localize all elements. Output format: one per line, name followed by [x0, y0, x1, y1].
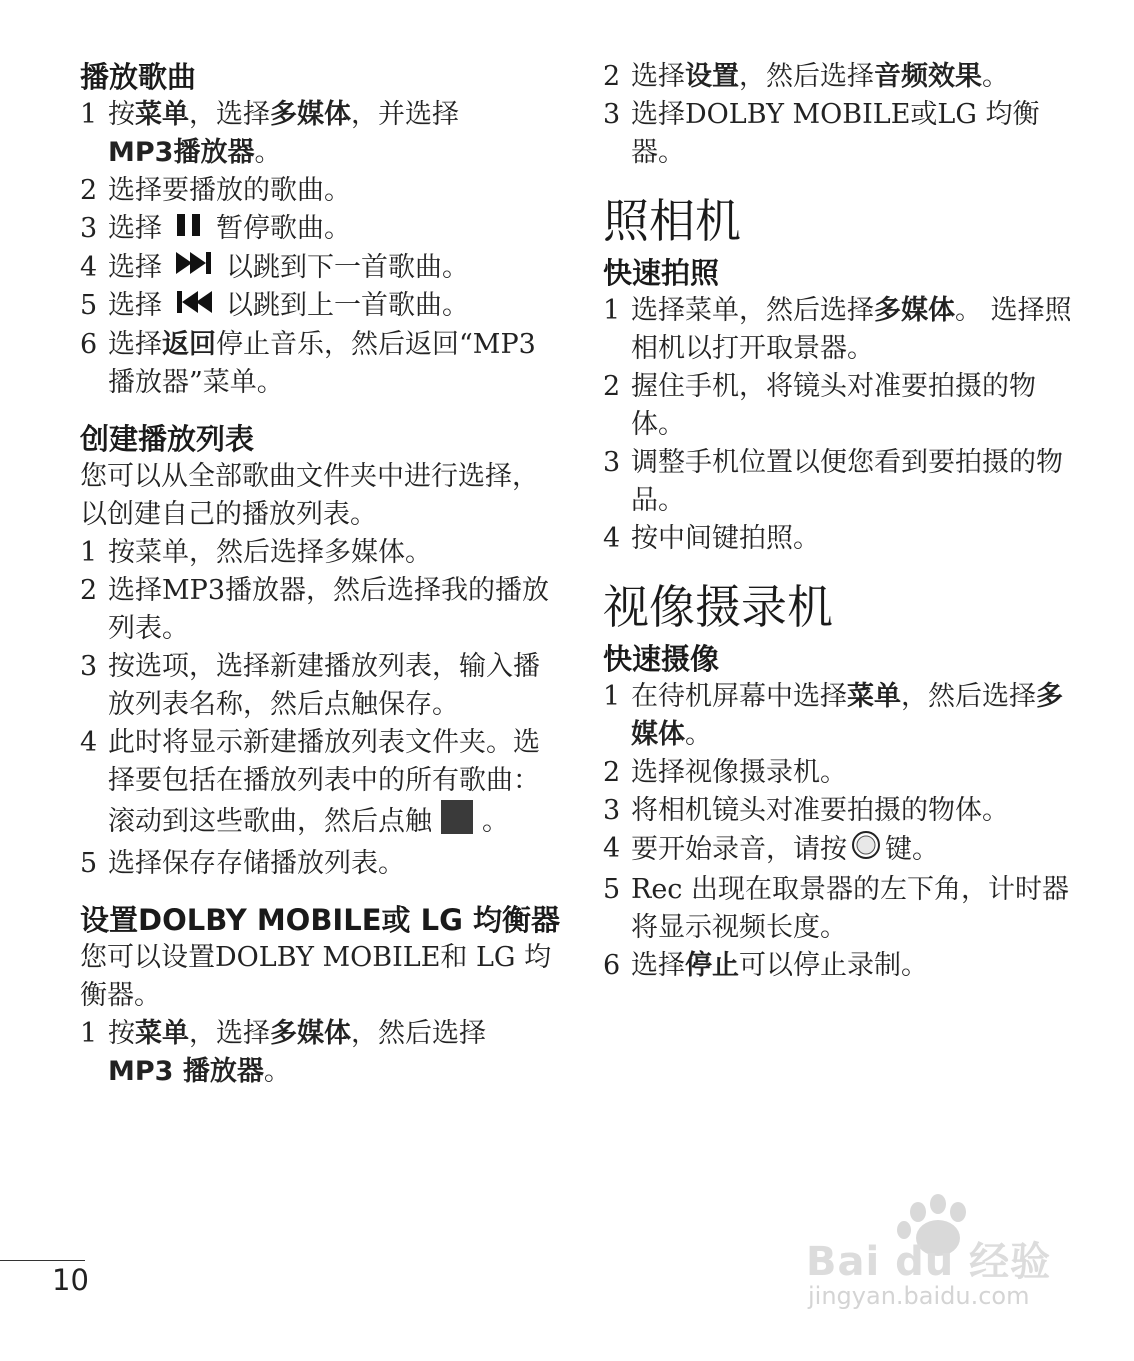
list-item: 2 选择要播放的歌曲。 [80, 175, 351, 206]
intro-text: 您可以设置DOLBY MOBILE和 LG 均衡器。 [80, 941, 552, 1011]
right-column [603, 58, 1083, 985]
list-item: 3 选择DOLBY MOBILE或LG 均衡器。 [603, 99, 1040, 168]
watermark-logo-text: Bai du 经验 [806, 1239, 1052, 1285]
list-item: 3 选择 暂停歌曲。 [80, 210, 560, 249]
list-item: 2 选择MP3播放器，然后选择我的播放列表。 [80, 574, 549, 644]
section-title-play-songs: 播放歌曲 [80, 60, 197, 94]
round-key-icon [851, 830, 881, 871]
list-item: 3 按选项，选择新建播放列表，输入播放列表名称，然后点触保存。 [80, 650, 540, 720]
list-item: 1 在待机屏幕中选择菜单，然后选择多媒体。 [603, 681, 1063, 750]
section-title-quick-video: 快速摄像 [603, 642, 720, 676]
footer-rule [0, 1260, 85, 1261]
list-item: 1 按菜单，选择多媒体，并选择 MP3播放器。 [80, 99, 459, 168]
list-item: 5 Rec 出现在取景器的左下角，计时器将显示视频长度。 [603, 874, 1070, 943]
list-item: 2 握住手机，将镜头对准要拍摄的物体。 [603, 371, 1036, 440]
watermark-url: jingyan.baidu.com [808, 1282, 1030, 1310]
list-item: 5 选择保存存储播放列表。 [80, 847, 405, 879]
list-item: 1 按菜单，选择多媒体，然后选择 MP3 播放器。 [80, 1017, 486, 1087]
list-item: 4 此时将显示新建播放列表文件夹。选择要包括在播放列表中的所有歌曲：滚动到这些歌曲，然后点触 。 [80, 724, 560, 845]
heading-camera: 照相机 [603, 194, 741, 248]
list-item: 3 将相机镜头对准要拍摄的物体。 [603, 795, 1009, 826]
section-title-quick-photo: 快速拍照 [603, 256, 720, 290]
list-item: 4 要开始录音，请按 键。 [603, 830, 1083, 871]
section-title-dolby: 设置DOLBY MOBILE或 LG 均衡器 [80, 902, 560, 937]
list-item: 3 调整手机位置以便您看到要拍摄的物品。 [603, 447, 1063, 516]
skip-back-icon [174, 288, 214, 326]
list-item: 6 选择返回停止音乐，然后返回“MP3 播放器”菜单。 [80, 328, 536, 398]
section-title-create-playlist: 创建播放列表 [80, 421, 255, 456]
list-item: 4 按中间键拍照。 [603, 523, 820, 554]
list-item: 4 选择 以跳到下一首歌曲。 [80, 249, 560, 288]
left-column [80, 58, 560, 1091]
list-item: 5 选择 以跳到上一首歌曲。 [80, 287, 560, 326]
heading-video: 视像摄录机 [603, 580, 833, 634]
skip-forward-icon [174, 249, 214, 287]
list-item: 1 选择菜单，然后选择多媒体。 选择照相机以打开取景器。 [603, 295, 1072, 364]
pause-icon [174, 211, 204, 249]
page-number: 10 [52, 1263, 89, 1297]
dark-square-icon [440, 800, 474, 845]
list-item: 6 选择停止可以停止录制。 [603, 950, 928, 981]
list-item: 1 按菜单，然后选择多媒体。 [80, 536, 432, 568]
intro-text: 您可以从全部歌曲文件夹中进行选择，以创建自己的播放列表。 [80, 460, 539, 530]
list-item: 2 选择设置，然后选择音频效果。 [603, 61, 1009, 92]
baidu-watermark [800, 1190, 1070, 1320]
list-item: 2 选择视像摄录机。 [603, 757, 847, 788]
